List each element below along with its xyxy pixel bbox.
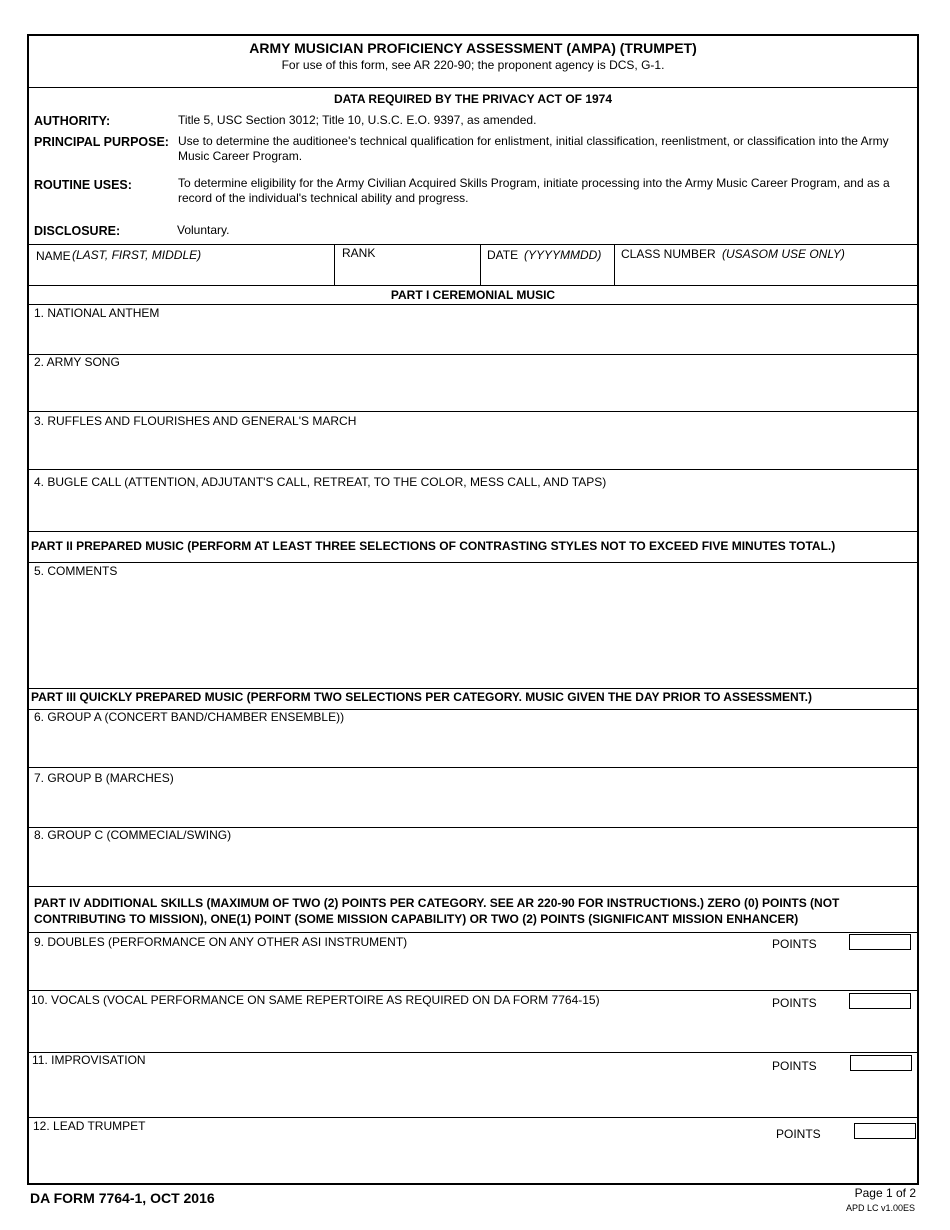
part2-heading: PART II PREPARED MUSIC (PERFORM AT LEAST THREE SELECTIONS OF CONTRASTING STYLES NOT TO EXCEED FIVE MINUTES TOTAL.) <box>31 539 836 553</box>
item-lead-trumpet <box>29 1118 917 1185</box>
purpose-text: Use to determine the auditionee's technical qualification for enlistment, initial classification, reenlistment, or classification into the Army Music Career Program. <box>178 134 889 163</box>
form-identifier: DA FORM 7764-1, OCT 2016 <box>30 1190 215 1206</box>
part4-heading-line1: PART IV ADDITIONAL SKILLS (MAXIMUM OF TWO (2) POINTS PER CATEGORY. SEE AR 220-90 FOR INSTRUCTIONS.) ZERO (0) POINTS (NOT <box>34 896 840 910</box>
item-national-anthem[interactable] <box>29 305 917 354</box>
divider <box>29 688 917 689</box>
points-input-doubles[interactable] <box>849 934 911 950</box>
points-input-vocals[interactable] <box>849 993 911 1009</box>
item-label: 4. BUGLE CALL (ATTENTION, ADJUTANT'S CALL, RETREAT, TO THE COLOR, MESS CALL, AND TAPS) <box>34 475 607 489</box>
rank-field[interactable] <box>335 245 480 285</box>
class-number-hint: (USASOM USE ONLY) <box>722 247 845 261</box>
points-label: POINTS <box>772 937 817 951</box>
item-label: 11. IMPROVISATION <box>32 1053 146 1067</box>
item-doubles <box>29 933 917 990</box>
comments-field[interactable] <box>29 563 917 688</box>
part3-heading: PART III QUICKLY PREPARED MUSIC (PERFORM TWO SELECTIONS PER CATEGORY. MUSIC GIVEN THE DAY PRIOR TO ASSESSMENT.) <box>31 690 812 704</box>
version-label: APD LC v1.00ES <box>845 1203 915 1213</box>
points-label: POINTS <box>772 1059 817 1073</box>
item-army-song[interactable] <box>29 355 917 411</box>
divider <box>29 285 917 286</box>
item-label: 8. GROUP C (COMMECIAL/SWING) <box>34 828 232 842</box>
points-label: POINTS <box>772 996 817 1010</box>
item-label: 2. ARMY SONG <box>34 355 120 369</box>
authority-label: AUTHORITY: <box>34 114 111 128</box>
date-field[interactable] <box>481 245 614 285</box>
routine-label: ROUTINE USES: <box>34 178 132 192</box>
divider <box>29 886 917 887</box>
form-subtitle: For use of this form, see AR 220-90; the proponent agency is DCS, G-1. <box>281 58 665 72</box>
name-label: NAME <box>36 249 71 263</box>
divider <box>29 531 917 532</box>
name-hint: (LAST, FIRST, MIDDLE) <box>72 248 202 262</box>
assessment-form <box>27 34 919 1185</box>
disclosure-text: Voluntary. <box>177 223 230 237</box>
rank-label: RANK <box>342 246 376 260</box>
item-improvisation <box>29 1053 917 1117</box>
date-hint: (YYYYMMDD) <box>524 248 602 262</box>
item-group-a[interactable] <box>29 710 917 767</box>
item-label: 9. DOUBLES (PERFORMANCE ON ANY OTHER ASI INSTRUMENT) <box>34 935 408 949</box>
item-ruffles-flourishes[interactable] <box>29 412 917 469</box>
name-field[interactable] <box>29 245 334 285</box>
date-label: DATE <box>487 248 519 262</box>
class-number-label: CLASS NUMBER <box>621 247 716 261</box>
part1-heading: PART I CEREMONIAL MUSIC <box>390 288 556 302</box>
item-group-b[interactable] <box>29 768 917 827</box>
points-label: POINTS <box>776 1127 821 1141</box>
item-bugle-call[interactable] <box>29 470 917 531</box>
divider <box>29 87 917 88</box>
class-number-field[interactable] <box>615 245 917 285</box>
item-label: 1. NATIONAL ANTHEM <box>34 306 160 320</box>
item-label: 5. COMMENTS <box>34 564 118 578</box>
disclosure-label: DISCLOSURE: <box>34 224 121 238</box>
item-label: 12. LEAD TRUMPET <box>33 1119 146 1133</box>
part4-heading <box>34 895 839 927</box>
item-label: 3. RUFFLES AND FLOURISHES AND GENERAL'S MARCH <box>34 414 357 428</box>
privacy-heading: DATA REQUIRED BY THE PRIVACY ACT OF 1974 <box>333 92 613 106</box>
points-input-lead-trumpet[interactable] <box>854 1123 916 1139</box>
item-label: 7. GROUP B (MARCHES) <box>34 771 174 785</box>
routine-text: To determine eligibility for the Army Civilian Acquired Skills Program, initiate processing into the Army Music Career Program, and as a record of the individual's technical ability and progress. <box>178 176 890 205</box>
item-label: 10. VOCALS (VOCAL PERFORMANCE ON SAME REPERTOIRE AS REQUIRED ON DA FORM 7764-15) <box>31 993 600 1007</box>
item-label: 6. GROUP A (CONCERT BAND/CHAMBER ENSEMBLE)) <box>34 710 345 724</box>
purpose-label: PRINCIPAL PURPOSE: <box>34 135 169 149</box>
part4-heading-line2: CONTRIBUTING TO MISSION), ONE(1) POINT (SOME MISSION CAPABILITY) OR TWO (2) POINTS (SIGNIFICANT MISSION ENHANCER) <box>34 912 799 926</box>
authority-text: Title 5, USC Section 3012; Title 10, U.S.C. E.O. 9397, as amended. <box>178 113 537 127</box>
points-input-improvisation[interactable] <box>850 1055 912 1071</box>
item-vocals <box>29 991 917 1052</box>
item-group-c[interactable] <box>29 828 917 886</box>
form-title: ARMY MUSICIAN PROFICIENCY ASSESSMENT (AMPA) (TRUMPET) <box>249 40 697 56</box>
page-number: Page 1 of 2 <box>854 1186 916 1200</box>
